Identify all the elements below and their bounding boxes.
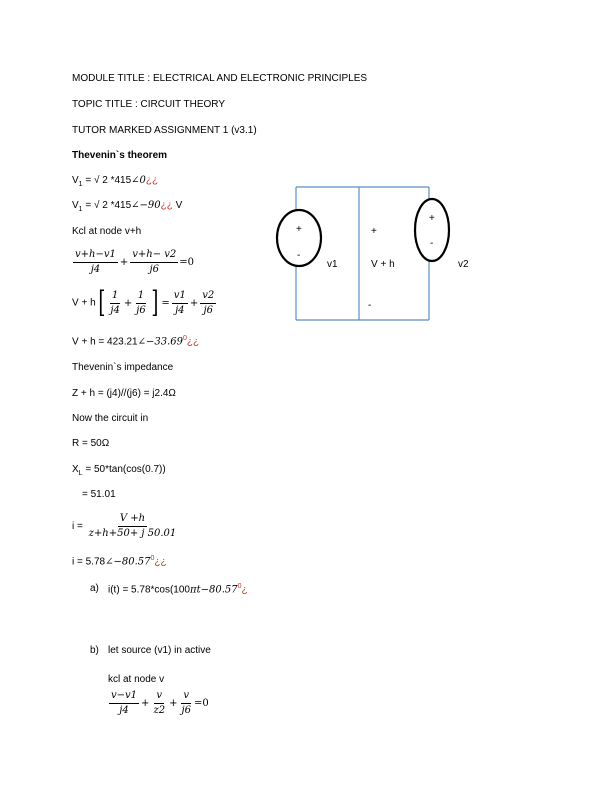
v2-plus-sign: + [429,213,435,224]
v2-label: v2 [458,259,469,270]
v1-equation-a: $V_1$ = √ 2 *415∠0¿¿ [72,175,159,188]
v2-source-oval [415,199,449,261]
v1-plus-sign: + [296,224,302,235]
vh-plus-sign: + [371,226,377,237]
vh-minus-sign: - [368,300,372,311]
part-b-text: let source (v1) in active [108,645,211,656]
kcl-node-v-equation: $\frac{v-v1}{j4}$ + $\frac{v}{z2}$ + $\frac{v}{j6}$ =0 [111,690,209,716]
xl-value: = 51.01 [82,489,116,500]
r-value: R = 50Ω [72,438,110,449]
v2-minus-sign: - [430,238,434,249]
zh-equation: Z + h = (j4)//(j6) = j2.4Ω [72,388,176,399]
v1-minus-sign: - [297,250,301,261]
kcl-heading: Kcl at node v+h [72,226,142,237]
xl-equation: $X_L = 50*\tan(\cos(0.7))$ [72,464,166,477]
kcl-node-v-heading: kcl at node v [108,674,165,685]
vh-result: $V + h = 423.21\angle-33.69^0¿¿$ [72,335,200,348]
part-a-label: a) [90,583,99,594]
assignment-title: TUTOR MARKED ASSIGNMENT 1 (v3.1) [72,125,257,136]
v1-label: v1 [327,259,338,270]
part-b-label: b) [90,645,99,656]
current-equation: i = $\frac{V +h}{z+h+50+ j 50.01}$ [72,513,177,539]
part-a-equation: $i(t) = 5.78*\cos(100\pi t-80.57^0¿$ [108,583,248,596]
vh-label: V + h [371,259,395,270]
thevenin-impedance-heading: Thevenin`s impedance [72,362,174,373]
module-title: MODULE TITLE : ELECTRICAL AND ELECTRONIC PRINCIPLES [72,73,368,84]
topic-title: TOPIC TITLE : CIRCUIT THEORY [72,99,225,110]
vh-equation: V + h[ $\frac{1}{j4}$ + $\frac{1}{j6}$ ] = $\frac{v1}{j4}$ + $\frac{v2}{j6}$ [72,285,215,320]
now-circuit: Now the circuit in [72,413,149,424]
section-heading: Thevenin`s theorem [72,150,168,161]
v1-equation-b: $V_1$ = √ 2 *415∠−90¿¿ V [72,200,183,213]
current-result: $i = 5.78\angle-80.57^0¿¿$ [72,555,167,568]
kcl-equation: $\frac{v+h-v1}{j4}$ + $\frac{v+h- v2}{j6}$ =0 [75,249,195,275]
